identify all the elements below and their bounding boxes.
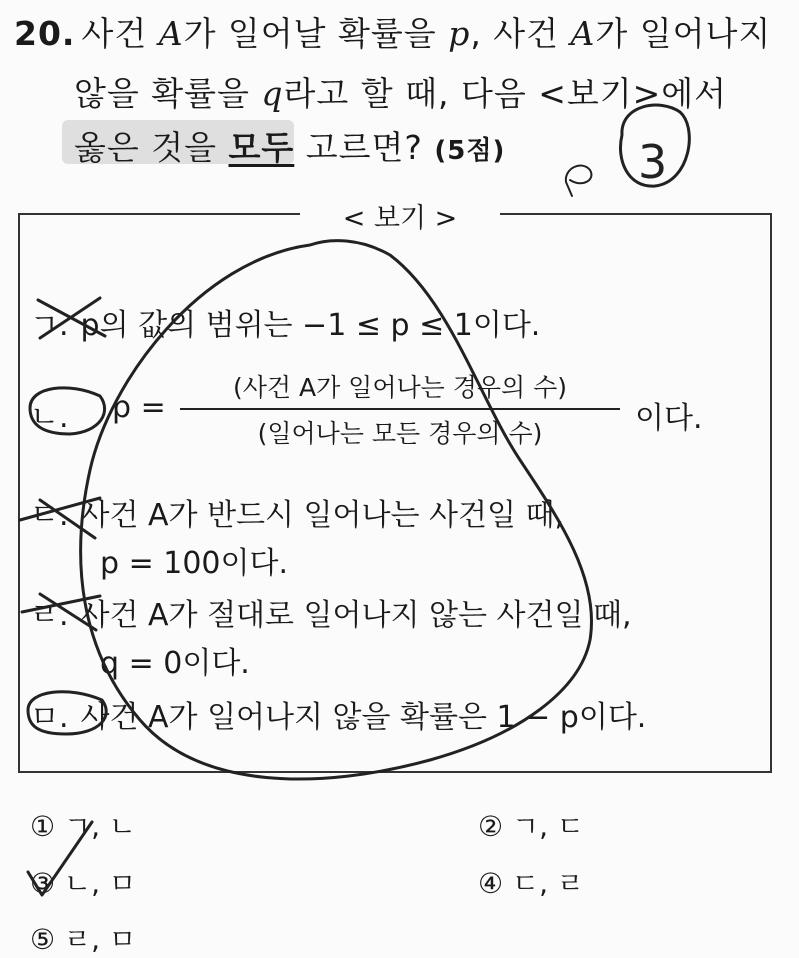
emphasis-all: 모두 [228, 128, 295, 167]
example-item-b-lhs: p = [112, 390, 166, 425]
example-item-d: ㄹ. 사건 A가 절대로 일어나지 않는 사건일 때, [30, 598, 632, 633]
choice-5[interactable]: ⑤ ㄹ, ㅁ [30, 923, 136, 956]
example-item-a: ㄱ. p의 값의 범위는 −1 ≤ p ≤ 1이다. [30, 308, 541, 343]
probability-fraction [180, 368, 620, 450]
choice-3[interactable]: ③ ㄴ, ㅁ [30, 867, 136, 900]
example-item-c-line2: p = 100이다. [100, 546, 289, 581]
choice-2[interactable]: ② ㄱ, ㄷ [478, 810, 584, 843]
answer-circle [620, 105, 689, 186]
handwritten-answer: 3 [638, 135, 668, 189]
choice-4[interactable]: ④ ㄷ, ㄹ [478, 867, 584, 900]
example-item-b-label: ㄴ. [30, 400, 69, 435]
question-line-1: 20. 사건 A가 일어날 확률을 p, 사건 A가 일어나지 [14, 14, 772, 53]
handwritten-p [566, 166, 592, 196]
fraction-numerator: (사건 A가 일어나는 경우의 수) [180, 368, 620, 410]
question-line-2: 않을 확률을 q라고 할 때, 다음 <보기>에서 [74, 74, 728, 113]
example-item-e: ㅁ. 사건 A가 일어나지 않을 확률은 1 − p이다. [30, 700, 647, 735]
fraction-denominator: (일어나는 모든 경우의 수) [257, 419, 543, 448]
points-label: (5점) [434, 136, 506, 166]
choice-1[interactable]: ① ㄱ, ㄴ [30, 810, 136, 843]
example-item-b-tail: 이다. [635, 401, 703, 436]
example-item-c: ㄷ. 사건 A가 반드시 일어나는 사건일 때, [30, 498, 564, 533]
question-line-3: 옳은 것을 모두 고르면? (5점) [74, 128, 506, 167]
example-item-d-line2: q = 0이다. [100, 646, 250, 681]
question-number: 20. [14, 14, 76, 53]
example-box-title: < 보기 > [300, 196, 500, 235]
